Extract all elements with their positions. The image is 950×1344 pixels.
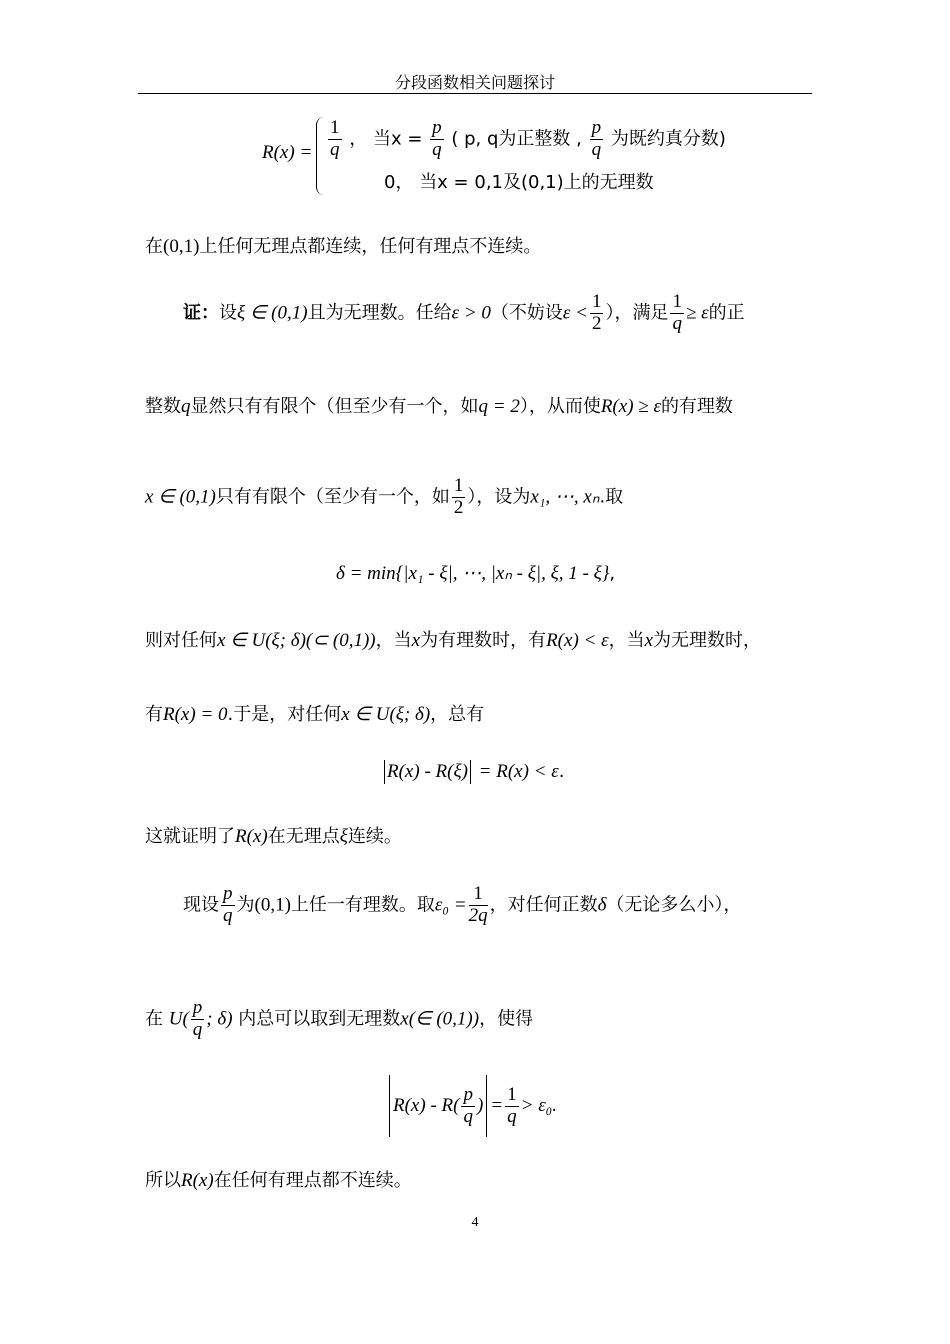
fraction: $\frac{p}{q}$ <box>432 117 442 160</box>
fraction: $\frac{1}{2q}$ <box>468 883 488 926</box>
formula-case-2: 0， 当x = 0,1及(0,1)上的无理数 <box>384 172 654 193</box>
paragraph-10: 所以R(x)在任何有理点都不连续。 <box>145 1170 412 1191</box>
paragraph-4: x ∈ (0,1)只有有限个（至少有一个，如 $\frac{1}{2}$ ），设为x₁, ⋯, xₙ.取 <box>145 475 624 518</box>
paragraph-8: 现设 $\frac{p}{q}$ 为(0,1)上任一有理数。取ε₀ = $\frac{1}{2q}$ ，对任何正数δ（无论多么小）， <box>183 883 742 926</box>
fraction: $\frac{1}{q}$ <box>672 291 682 334</box>
abs-bar-right <box>470 760 471 784</box>
paragraph-9: 在 U( $\frac{p}{q}$ ; δ) 内总可以取到无理数x(∈ (0,1))，使得 <box>145 997 534 1040</box>
abs-bar-left <box>384 760 385 784</box>
fraction: $\frac{1}{q}$ <box>330 117 340 160</box>
paragraph-5: 则对任何x ∈ U(ξ; δ)(⊂ (0,1))，当x为有理数时，有R(x) < ε，当x为无理数时， <box>145 630 762 651</box>
formula-rational-discontinuity: R(x) - R( $\frac{p}{q}$ ) = $\frac{1}{q}$ > ε₀. <box>386 1075 557 1137</box>
fraction: $\frac{1}{2}$ <box>591 291 602 334</box>
fraction: $\frac{p}{q}$ <box>223 883 233 926</box>
page-number: 4 <box>471 1215 479 1230</box>
formula-delta-min: δ = min{|x₁ - ξ|, ⋯, |xₙ - ξ|, ξ, 1 - ξ}, <box>336 563 616 584</box>
paragraph-7: 这就证明了R(x)在无理点ξ连续。 <box>145 826 402 847</box>
paragraph-6: 有R(x) = 0.于是，对任何x ∈ U(ξ; δ)，总有 <box>145 704 485 725</box>
fraction: $\frac{1}{q}$ <box>507 1083 517 1127</box>
formula-lhs: R(x) = <box>262 142 313 163</box>
formula-case-1: $\frac{1}{q}$ ， 当x = $\frac{p}{q}$ ( p, q为正整数 , $\frac{p}{q}$ 为既约真分数) <box>330 117 726 160</box>
paragraph-3: 整数q显然只有有限个（但至少有一个，如q = 2），从而使R(x) ≥ ε的有理数 <box>145 396 733 417</box>
abs-bar-right <box>486 1075 487 1137</box>
formula-abs-diff: R(x) - R(ξ) = R(x) < ε. <box>382 760 564 784</box>
fraction: $\frac{p}{q}$ <box>463 1083 473 1127</box>
abs-bar-left <box>389 1075 390 1137</box>
page-header-title: 分段函数相关问题探讨 <box>394 73 555 92</box>
header-rule <box>138 93 812 94</box>
fraction: $\frac{p}{q}$ <box>192 997 203 1040</box>
paragraph-2: 证：设ξ ∈ (0,1)且为无理数。任给ε > 0（不妨设ε < $\frac{1}{2}$ ），满足 $\frac{1}{q}$ ≥ ε的正 <box>183 291 745 334</box>
paragraph-1: 在(0,1)上任何无理点都连续，任何有理点不连续。 <box>145 236 542 257</box>
fraction: $\frac{p}{q}$ <box>591 117 602 160</box>
fraction: $\frac{1}{2}$ <box>453 475 464 518</box>
